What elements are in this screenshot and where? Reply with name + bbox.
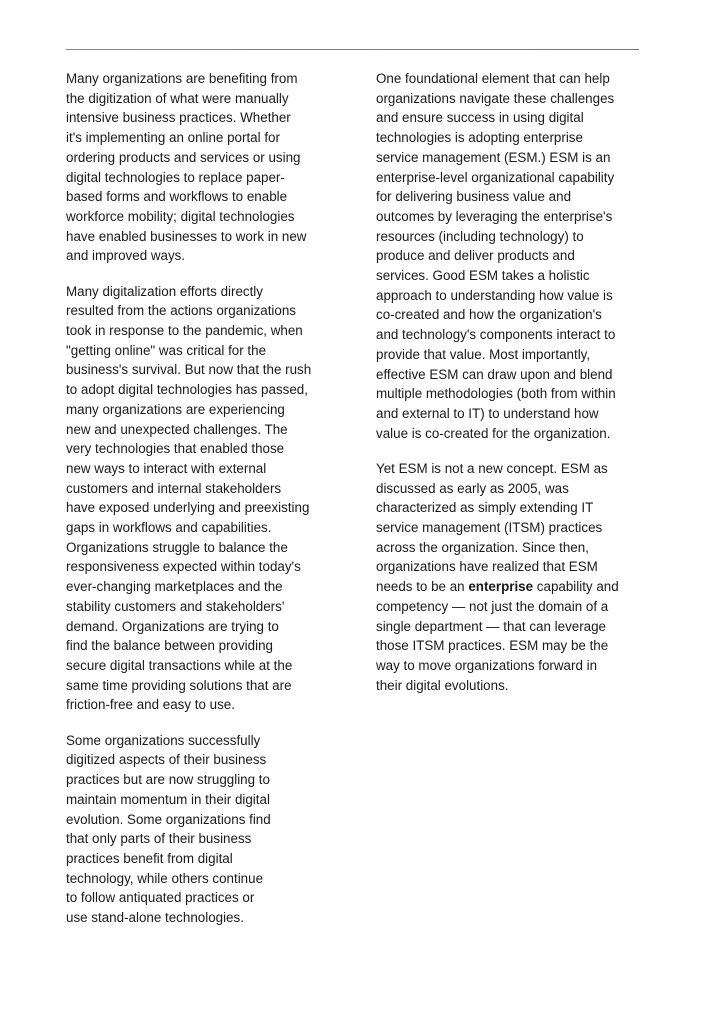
paragraph-digitization: [66, 69, 338, 266]
emphasis-enterprise: enterprise: [468, 579, 534, 595]
text-line: customers and internal stakeholders: [66, 480, 282, 496]
text-line: demand. Organizations are trying to: [66, 618, 279, 634]
text-line: intensive business practices. Whether: [66, 110, 291, 126]
text-line: resulted from the actions organizations: [66, 303, 296, 319]
text-line: their digital evolutions.: [376, 677, 509, 693]
text-line: resources (including technology) to: [376, 228, 584, 244]
text-line: those ITSM practices. ESM may be the: [376, 638, 609, 654]
text-line: business's survival. But now that the rush: [66, 362, 312, 378]
text-line: outcomes by leveraging the enterprise's: [376, 208, 613, 224]
text-line: produce and deliver products and: [376, 248, 575, 264]
text-line: way to move organizations forward in: [376, 657, 598, 673]
text-line: value is co-created for the organization.: [376, 425, 611, 441]
text-line: Yet ESM is not a new concept. ESM as: [376, 460, 608, 476]
text-line: ever-changing marketplaces and the: [66, 579, 283, 595]
text-line: many organizations are experiencing: [66, 401, 285, 417]
text-line: multiple methodologies (both from within: [376, 386, 616, 402]
text-line: digital technologies to replace paper-: [66, 169, 285, 185]
text-line: services. Good ESM takes a holistic: [376, 268, 590, 284]
text-line: organizations have realized that ESM: [376, 559, 598, 575]
text-line-with-emphasis: [376, 577, 644, 597]
text-line: responsiveness expected within today's: [66, 559, 301, 575]
text-line: approach to understanding how value is: [376, 287, 613, 303]
text-line: digitized aspects of their business: [66, 752, 267, 768]
text-line: for delivering business value and: [376, 189, 572, 205]
text-line: competency — not just the domain of a: [376, 598, 609, 614]
text-line: workforce mobility; digital technologies: [66, 208, 295, 224]
text-line: evolution. Some organizations find: [66, 811, 271, 827]
text-line: Some organizations successfully: [66, 732, 261, 748]
paragraph-esm-foundation: [376, 69, 644, 443]
text-line: service management (ESM.) ESM is an: [376, 149, 611, 165]
text-line: to follow antiquated practices or: [66, 890, 255, 906]
paragraph-esm-history: [376, 459, 644, 695]
text-line: and ensure success in using digital: [376, 110, 584, 126]
text-line: Many digitalization efforts directly: [66, 283, 263, 299]
header-divider: [66, 49, 639, 50]
text-line: and improved ways.: [66, 248, 186, 264]
text-line: "getting online" was critical for the: [66, 342, 267, 358]
text-line: co-created and how the organization's: [376, 307, 602, 323]
text-line: have enabled businesses to work in new: [66, 228, 307, 244]
text-line: discussed as early as 2005, was: [376, 480, 569, 496]
text-line: characterized as simply extending IT: [376, 500, 594, 516]
text-line: and technology's components interact to: [376, 327, 616, 343]
text-line: stability customers and stakeholders': [66, 598, 285, 614]
text-line: gaps in workflows and capabilities.: [66, 520, 272, 536]
text-line: service management (ITSM) practices: [376, 520, 603, 536]
text-line: it's implementing an online portal for: [66, 130, 280, 146]
text-line: practices benefit from digital: [66, 850, 233, 866]
text-line: One foundational element that can help: [376, 71, 610, 86]
text-line: provide that value. Most importantly,: [376, 346, 591, 362]
text-line: have exposed underlying and preexisting: [66, 500, 310, 516]
text-line: to adopt digital technologies has passed,: [66, 382, 308, 398]
text-line: the digitization of what were manually: [66, 90, 289, 106]
text-line: new ways to interact with external: [66, 460, 267, 476]
text-line: use stand-alone technologies.: [66, 910, 244, 926]
text-line: single department — that can leverage: [376, 618, 607, 634]
text-line: technologies is adopting enterprise: [376, 130, 583, 146]
text-line: find the balance between providing: [66, 638, 273, 654]
text-line: maintain momentum in their digital: [66, 791, 270, 807]
text-line: and external to IT) to understand how: [376, 405, 599, 421]
text-line: organizations navigate these challenges: [376, 90, 615, 106]
text-line: new and unexpected challenges. The: [66, 421, 288, 437]
paragraph-pandemic: [66, 282, 338, 715]
text-line: same time providing solutions that are: [66, 677, 292, 693]
text-line: Organizations struggle to balance the: [66, 539, 288, 555]
text-line: across the organization. Since then,: [376, 539, 589, 555]
right-column: [376, 69, 644, 711]
text-line: took in response to the pandemic, when: [66, 323, 303, 339]
text-line: technology, while others continue: [66, 870, 264, 886]
text-line: that only parts of their business: [66, 831, 252, 847]
text-line: ordering products and services or using: [66, 149, 301, 165]
text-segment: needs to be an: [376, 579, 469, 595]
text-line: Many organizations are benefiting from: [66, 71, 298, 86]
text-line: friction-free and easy to use.: [66, 697, 235, 713]
text-line: practices but are now struggling to: [66, 772, 270, 788]
text-line: enterprise-level organizational capability: [376, 169, 615, 185]
left-column: [66, 69, 338, 943]
text-line: based forms and workflows to enable: [66, 189, 288, 205]
text-segment: capability and: [533, 579, 619, 595]
text-line: secure digital transactions while at the: [66, 657, 293, 673]
text-line: very technologies that enabled those: [66, 441, 285, 457]
paragraph-momentum: [66, 731, 338, 928]
text-line: effective ESM can draw upon and blend: [376, 366, 613, 382]
